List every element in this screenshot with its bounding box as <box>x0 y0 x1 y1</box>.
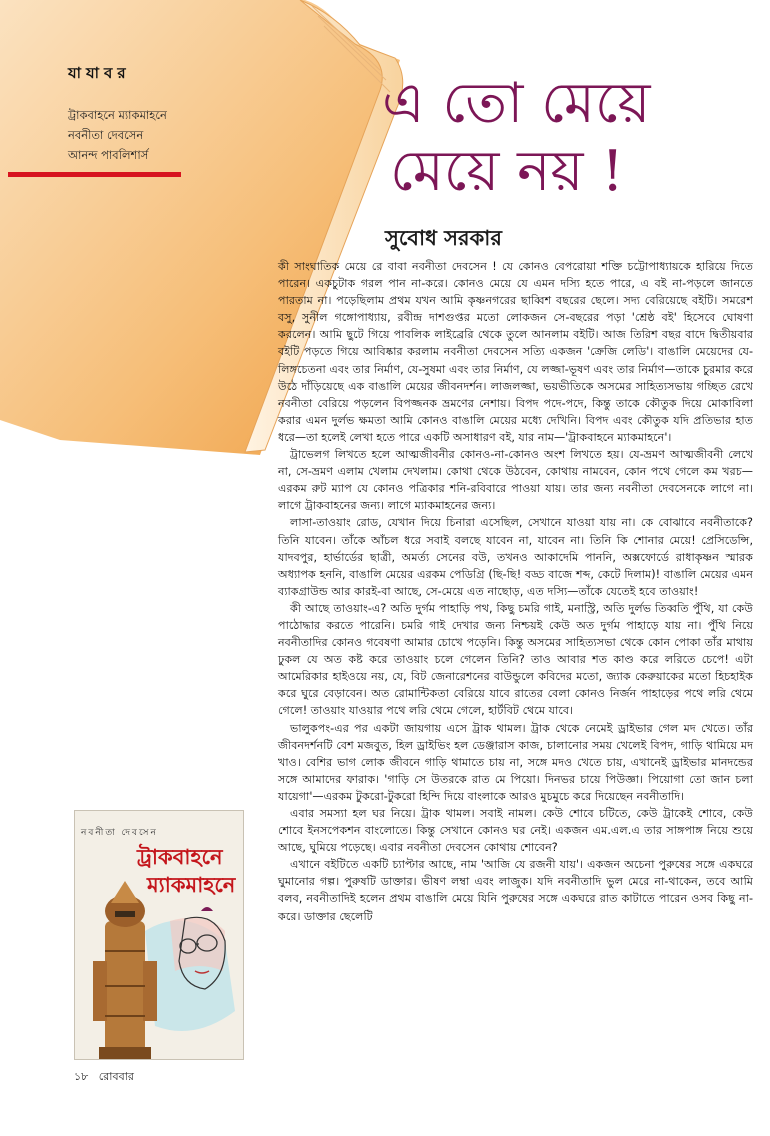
reviewed-book-author: নবনীতা দেবসেন <box>68 128 144 142</box>
article-paragraph: ট্রাভেলগ লিখতে হলে আত্মজীবনীর কোনও-না-কোনও অংশ লিখতে হয়। যে-ভ্রমণ আত্মজীবনী লেখে না, সে-ভ্রমণ এলাম খেলাম দেখলাম। কোথা থেকে উঠবেন, কোথায় নামবেন, কোন পথে গেলে কম খরচ—এরকম রুট ম্যাপ যে কোনও পত্রিকার শনি-রবিবারে পাওয়া যায়। তার জন্য নবনীতা দেবসেনকে লাগে না। লাগে ট্রাকবাহনের জন্য। লাগে ম্যাকমাহনের জন্য। <box>278 448 753 513</box>
article-paragraph: ভালুকপং-এর পর একটা জায়গায় এসে ট্রাক থামল। ট্রাক থেকে নেমেই ড্রাইভার গেল মদ খেতে। তাঁর জীবনদর্শনটি বেশ মজবুত, হিল ড্রাইভিং হল ডেঞ্জারাস কাজ, চালানোর সময় খেলেই বিপদ, গাড়ি থামিয়ে মদ খাও। বেশির ভাগ লোক জীবনে গাড়ি থামাতে চায় না, সঙ্গে মদও খেতে চায়, এখানেই ড্রাইভার মানদন্ডের সঙ্গে আমাদের ফারাক। 'গাড়ি সে উতরকে রাত মে পিয়ো। দিনভর চায়ে পিউজ্ঞা। পিয়োগা তো জান চলা যায়েগা'—এরকম টুকরো-টুকরো হিন্দি দিয়ে বাংলাকে আরও মুচমুচে করে দিয়েছেন নবনীতাদি। <box>278 721 753 803</box>
book-cover <box>74 810 244 1060</box>
headline <box>382 70 762 206</box>
page-number: ১৮ <box>74 1070 89 1083</box>
section-tag: যাযাবর <box>68 64 131 82</box>
article-paragraph: এখানে বইটিতে একটি চ্যাপ্টার আছে, নাম 'আজি যে রজনী যায়'। একজন অচেনা পুরুষের সঙ্গে একঘরে ঘুমানোর গল্প। পুরুষটি ডাক্তার। ভীষণ লম্বা এবং লাজুক। যদি নবনীতাদি ভুল মেরে না-থাকেন, তবে আমি বলব, নবনীতাদিই হলেন প্রথম বাঙালি মেয়ে যিনি পুরুষের সঙ্গে একঘরে রাত কাটাতে পারেন ওসব কিছু না-করে। ডাক্তার ছেলেটি <box>278 858 753 923</box>
cover-title-line-2: ম্যাকমাহনে <box>147 873 236 897</box>
article-paragraph: কী আছে তাওয়াং-এ? অতি দুর্গম পাহাড়ি পথ, কিছু চমরি গাই, মনাস্ট্রি, অতি দুর্লভ তিব্বতি পুঁথি, যা কেউ পাঠোদ্ধার করতে পারেনি। চমরি গাই দেখার জন্য নিশ্চয়ই কেউ অত দুর্গম পাহাড়ে যায় না। পুঁথি নিয়ে নবনীতাদির কোনও গবেষণা আমার চোখে পড়েনি। কিন্তু অসমের সাহিত্যসভা থেকে কোন পোকা তাঁর মাথায় ঢুকল যে অত কষ্ট করে তাওয়াং চলে গেলেন তিনি? তাও আবার শত কাণ্ড করে লরিতে চেপে! এটা আমেরিকার হাইওয়ে নয়, যে, বিট জেনারেশনের বাউন্ডুলে কবিদের মতো, জ্যাক কেরুয়াকের মতো হিচহাইক করে ঘুরে বেড়াবেন। অত রোমান্টিকতা বেরিয়ে যাবে রাতের বেলা কোনও নির্জন পাহাড়ের পথে লরি থেমে গেলে! তাওয়াং যাওয়ার পথে লরি থেমে গেলে, হার্টবিট থেমে যাবে। <box>278 601 753 718</box>
headline-line-1: এ তো মেয়ে <box>382 71 651 136</box>
cover-author: নবনীতা দেবসেন <box>81 828 158 838</box>
page-footer <box>74 1068 134 1087</box>
reviewed-book-publisher: আনন্দ পাবলিশার্স <box>68 148 149 162</box>
article-paragraph: এবার সমস্যা হল ঘর নিয়ে। ট্রাক থামল। সবাই নামল। কেউ শোবে চটিতে, কেউ ট্রাকেই শোবে, কেউ শোবে ইনসপেকশন বাংলোতে। কিন্তু সেখানে কোনও ঘর নেই। একজন এম.এল.এ তার সাঙ্গপাঙ্গ নিয়ে শুয়ে আছে, ঘুমিয়ে পড়েছে। এবার নবনীতা দেবসেন কোথায় শোবেন? <box>278 807 753 855</box>
accent-rule <box>8 172 181 177</box>
headline-line-2: মেয়ে নয় ! <box>390 139 624 204</box>
byline: সুবোধ সরকার <box>385 226 502 250</box>
cover-title-line-1: ট্রাকবাহনে <box>137 845 223 869</box>
reviewed-book-title: ট্রাকবাহনে ম্যাকমাহনে <box>68 108 167 122</box>
article-paragraph: কী সাংঘাতিক মেয়ে রে বাবা নবনীতা দেবসেন ! যে কোনও বেপরোয়া শক্তি চট্টোপাধ্যায়কে হারিয়ে দিতে পারেন। একচুটাক গরল পান না-করে। কোনও মেয়ে যে এমন দস্যি হতে পারে, এ বই না-পড়লে জানতে পারতাম না। পড়েছিলাম প্রথম যখন আমি কৃষ্ণনগরের ছাব্বিশ বছরের ছেলে। সদ্য বেরিয়েছে বইটি। সমরেশ বসু, সুনীল গঙ্গোপাধ্যায়, রবীন্দ্র দাশগুপ্তর মতো লোকজন সে-বছরের পড়া 'শ্রেষ্ঠ বই' হিসেবে ঘোষণা করলেন। আমি ছুটে গিয়ে পাবলিক লাইব্রেরি থেকে তুলে আনলাম বইটি। আজ তিরিশ বছর বাদে দ্বিতীয়বার বইটি পড়তে গিয়ে আবিষ্কার করলাম নবনীতা দেবসেন সত্যি একজন 'ক্রেজি লেডি'। বাঙালি মেয়েদের যে-লিঙ্গচেতনা এবং তার নির্মাণ, যে-সুষমা এবং তার নির্মাণ, যে লজ্জা-ভূষণ এবং তার নির্মাণ—তাকে চুরমার করে উঠে দাঁড়িয়েছে এক বাঙালি মেয়ের জীবনদর্শন। লাজলজ্জা, ভয়ভীতিকে অসমের সাহিত্যসভায় গচ্ছিত রেখে নবনীতা বেরিয়ে পড়লেন বিপজ্জনক ভ্রমণের নেশায়। বিপদ পদে-পদে, কিন্তু তাকে কৌতুক দিয়ে মোকাবিলা করার এমন দুর্লভ ক্ষমতা আমি কোনও বাঙালি মেয়ের মধ্যে দেখিনি। বিপদ এবং কৌতুক যদি প্রতিভার হাত ধরে—তা হলেই লেখা হতে পারে একটি অসাধারণ বই, যার নাম—'ট্রাকবাহনে ম্যাকমাহনে'। <box>278 260 753 444</box>
article-paragraph: লাসা-তাওয়াং রোড, যেখান দিয়ে চিনারা এসেছিল, সেখানে যাওয়া যায় না। কে বোঝাবে নবনীতাকে? তিনি যাবেন। তাঁকে আঁচল ধরে সবাই বলছে যাবেন না, যাবেন না। তিনি কি শোনার মেয়ে! প্রেসিডেন্সি, যাদবপুর, হার্ভার্ডের ছাত্রী, অমর্ত্য সেনের বউ, তখনও আকাদেমি পাননি, অক্সফোর্ডে রাধাকৃষ্ণন স্মারক অধ্যাপক হননি, বাঙালি মেয়ের এরকম পেডিগ্রি (ছি-ছি! বড্ড বাজে শব্দ, কেটে দিলাম)! বাঙালি মেয়ের এমন ব্যাকগ্রাউন্ড আর কারই-বা আছে, সে-মেয়ে এত নাছোড়, এত দস্যি—তাঁকে যেতেই হবে তাওয়াং! <box>278 516 753 598</box>
article-body <box>278 258 753 925</box>
section-name: রোববার <box>98 1070 134 1083</box>
review-sidebar <box>62 62 242 165</box>
